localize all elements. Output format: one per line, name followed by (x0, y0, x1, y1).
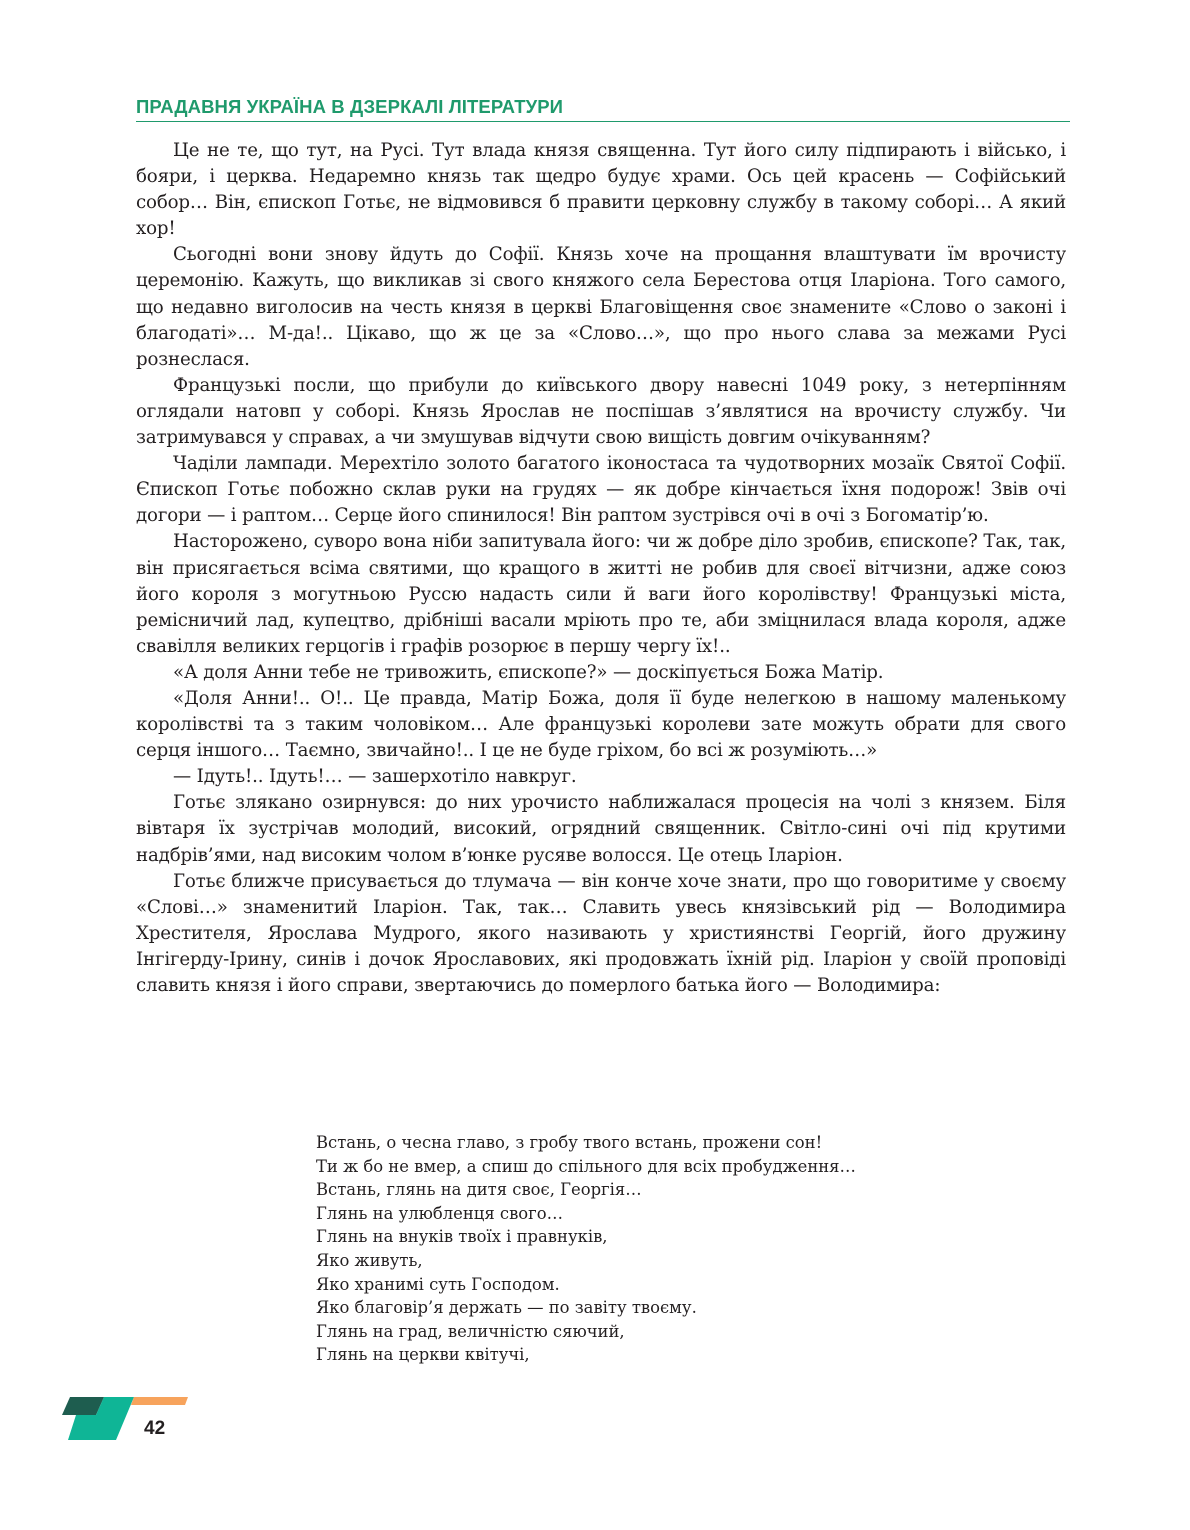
paragraph: Сьогодні вони знову йдуть до Софії. Князь хоче на прощання влаштувати їм врочисту церемонію. Кажуть, що викликав зі свого княжого села Берестова отця Іларіона. Того самого, що недавно виголосив на честь князя в церкві Благовіщення своє знамените «Слово о законі і благодаті»… М-да!.. Цікаво, що ж це за «Слово…», що про нього слава за межами Русі рознеслася. (136, 244, 1066, 370)
poem-line: Встань, глянь на дитя своє, Георгія… (316, 1180, 642, 1200)
poem-quote (316, 1131, 1016, 1367)
body-text (136, 138, 1066, 999)
poem-line: Глянь на град, величністю сяючий, (316, 1321, 625, 1341)
paragraph: — Ідуть!.. Ідуть!… — зашерхотіло навкруг. (173, 766, 577, 788)
paragraph: «Доля Анни!.. О!.. Це правда, Матір Божа, доля її буде нелегкою в нашому маленькому королівстві та з таким чоловіком… Але французькі королеви зате можуть обрати для свого серця іншого… Таємно, звичайно!.. І це не буде гріхом, бо всі ж розуміють…» (136, 687, 1066, 762)
poem-line: Глянь на улюбленця свого… (316, 1203, 564, 1223)
poem-line: Ти ж бо не вмер, а спиш до спільного для всіх пробудження… (316, 1156, 856, 1176)
poem-line: Яко благовір’я держать — по завіту твоєму. (316, 1298, 697, 1318)
poem-line: Яко живуть, (316, 1250, 423, 1270)
section-title: ПРАДАВНЯ УКРАЇНА В ДЗЕРКАЛІ ЛІТЕРАТУРИ (136, 96, 564, 117)
poem-line: Глянь на церкви квітучі, (316, 1345, 530, 1365)
orange-stripe (131, 1397, 188, 1405)
running-head (136, 96, 1070, 122)
paragraph: Чаділи лампади. Мерехтіло золото багатого іконостаса та чудотворних мозаїк Святої Софії. Єпископ Готьє побожно склав руки на грудях — як добре кінчається їхня подорож! Звів очі догори — і раптом… Серце його спинилося! Він раптом зустрівся очі в очі з Богоматір’ю. (136, 453, 1066, 527)
poem-line: Глянь на внуків твоїх і правнуків, (316, 1227, 608, 1247)
page-number: 42 (144, 1418, 166, 1439)
paragraph: Насторожено, суворо вона ніби запитувала його: чи ж добре діло зробив, єпископе? Так, так, він присягається всіма святими, що кращого в житті не робив для своєї вітчизни, адже союз його короля з могутньою Руссю надасть сили й ваги його королівству! Французькі міста, ремісничий лад, купецтво, дрібніші васали мріють про те, аби зміцнилася влада короля, адже свавілля великих герцогів і графів розорює в першу чергу їх!.. (136, 531, 1066, 657)
footer-decoration (0, 1395, 200, 1445)
paragraph: Готьє ближче присувається до тлумача — він конче хоче знати, про що говоритиме у своєму «Слові…» знаменитий Іларіон. Так, так… Славить увесь князівський рід — Володимира Хрестителя, Ярослава Мудрого, якого називають у християнстві Георгій, його дружину Інгігерду-Ірину, синів і дочок Ярославових, які продовжать їхній рід. Іларіон у своїй проповіді славить князя і його справи, звертаючись до померлого батька його — Володимира: (136, 870, 1066, 996)
paragraph: Готьє злякано озирнувся: до них урочисто наближалася процесія на чолі з князем. Біля вівтаря їх зустрічав молодий, високий, огрядний священник. Світло-сині очі під крутими надбрів’ями, над високим чолом в’юнке русяве волосся. Це отець Іларіон. (136, 792, 1066, 866)
paragraph: Французькі посли, що прибули до київського двору навесні 1049 року, з нетерпінням оглядали натовп у соборі. Князь Ярослав не поспішав з’являтися на врочисту службу. Чи затримувався у справах, а чи змушував відчути свою вищість довгим очікуванням? (136, 374, 1066, 449)
poem-line: Яко хранимі суть Господом. (316, 1274, 560, 1294)
paragraph: «А доля Анни тебе не тривожить, єпископе?» — доскіпується Божа Матір. (173, 661, 884, 683)
poem-line: Встань, о чесна главо, з гробу твого встань, прожени сон! (316, 1133, 823, 1152)
paragraph: Це не те, що тут, на Русі. Тут влада князя священна. Тут його силу підпирають і військо, і бояри, і церква. Недаремно князь так щедро будує храми. Ось цей красень — Софійський собор… Він, єпископ Готьє, не відмовився б правити церковну службу в такому соборі… А який хор! (136, 140, 1066, 240)
